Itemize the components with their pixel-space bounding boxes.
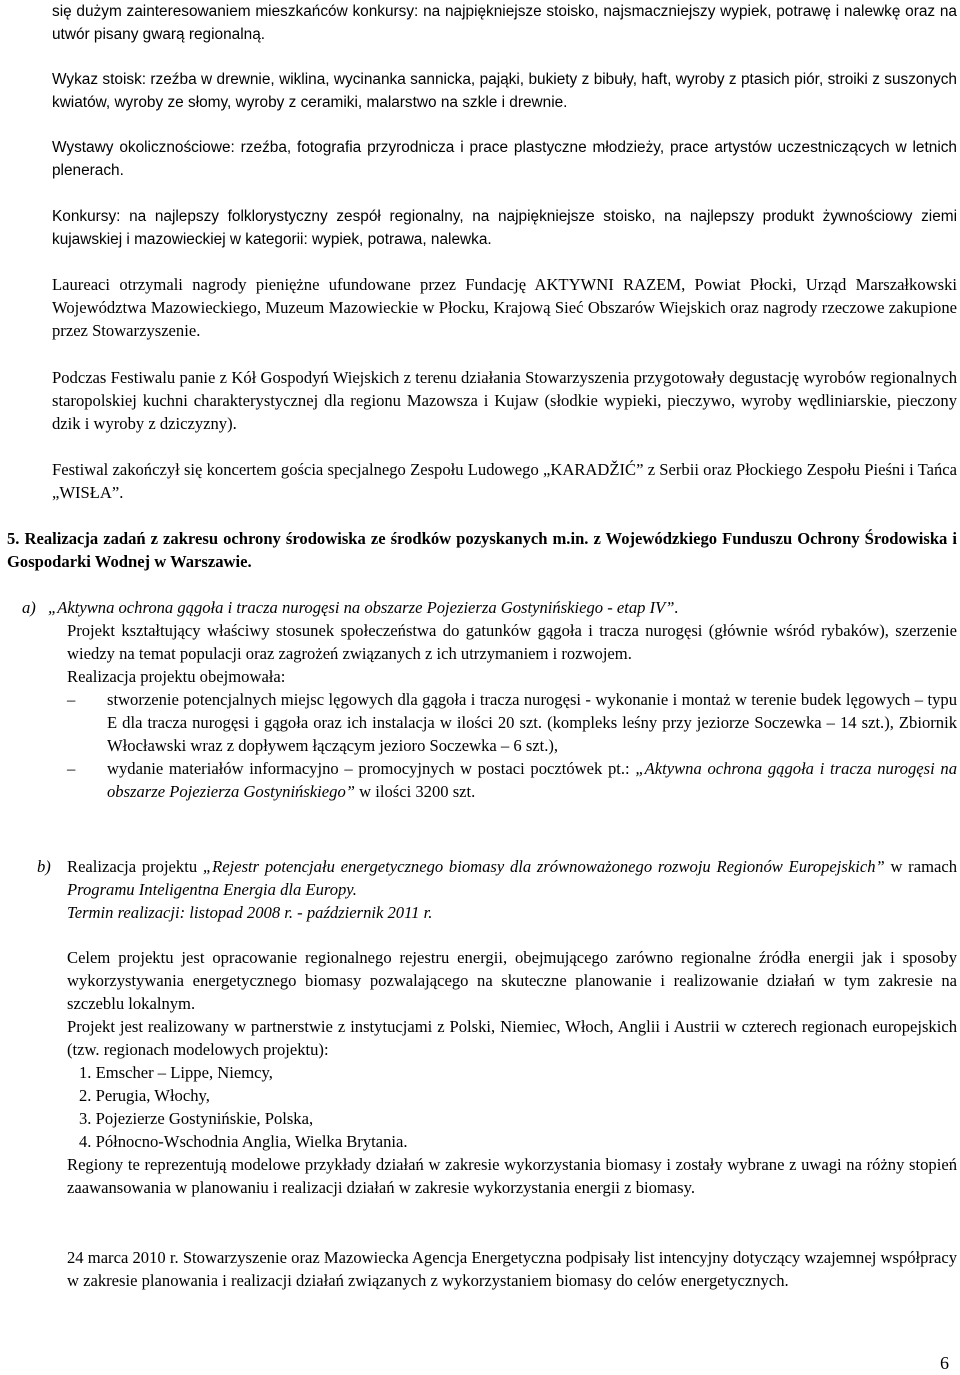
item-b-letter-of-intent: 24 marca 2010 r. Stowarzyszenie oraz Mazowiecka Agencja Energetyczna podpisały list intencyjny dotyczący wzajemnej współpracy w zakresie planowania i realizacji działań związanych z wykorzystaniem biomasy do celów energetycznych. [67,1248,957,1290]
item-b-goal: Celem projektu jest opracowanie regionalnego rejestru energii, obejmującego zarówno regionalne źródła energii jak i sposoby wykorzystywania energetycznego biomasy pozwalającego na skuteczne planowanie i realizowanie działań w tym zakresie na szczeblu lokalnym. [67,948,957,1013]
paragraph-competitions-intro: się dużym zainteresowaniem mieszkańców konkursy: na najpiękniejsze stoisko, najsmaczniejszy wypiek, potrawę i nalewkę oraz na utwór pisany gwarą regionalną. [52,3,957,43]
item-a-description: Projekt kształtujący właściwy stosunek społeczeństwa do gatunków gągoła i tracza nurogęsi (głównie wśród rybaków), szerzenie wiedzy na temat populacji oraz zagrożeń związanych z ich utrzymaniem i rozwojem. [67,621,957,663]
item-b-label: b) [37,857,51,876]
section-5-heading: 5. Realizacja zadań z zakresu ochrony środowiska ze środków pozyskanych m.in. z Wojewódzkiego Funduszu Ochrony Środowiska i Gospodarki Wodnej w Warszawie. [7,529,957,571]
list-item-text: w ilości 3200 szt. [354,782,476,801]
item-b-deadline: Termin realizacji: listopad 2008 r. - październik 2011 r. [67,903,433,922]
item-b-regions-note: Regiony te reprezentują modelowe przykłady działań w zakresie wykorzystania biomasy i zostały wybrane z uwagi na różny stopień zaawansowania w planowaniu i realizacji działań w zakresie wykorzystania energii z biomasy. [67,1155,957,1197]
paragraph-stands-list: Wykaz stoisk: rzeźba w drewnie, wiklina, wycinanka sannicka, pająki, bukiety z bibuły, haft, wyroby z ptasich piór, stroiki z suszonych kwiatów, wyroby ze słomy, wyroby z ceramiki, malarstwo na szkle i drewnie. [52,71,957,111]
postcard-title: „Aktywna ochrona gągoła i tracza nurogęsi na obszarze Pojezierza Gostynińskiego” [107,759,957,801]
project-name: „Rejestr potencjału energetycznego biomasy dla zrównoważonego rozwoju Regionów Europejskich” [202,857,885,876]
regions-list [67,1061,957,1153]
list-item: 4. Północno-Wschodnia Anglia, Wielka Brytania. [79,1132,408,1151]
paragraph-contests: Konkursy: na najlepszy folklorystyczny zespół regionalny, na najpiękniejsze stoisko, na najlepszy produkt żywnościowy ziemi kujawskiej i mazowieckiej w kategorii: wypiek, potrawa, nalewka. [52,208,957,248]
list-item: – stworzenie potencjalnych miejsc lęgowych dla gągoła i tracza nurogęsi - wykonanie i montaż w terenie budek lęgowych – typu E dla tracza nurogęsi i gągoła oraz ich instalacja w ilości 20 szt. (kompleks leśny przy jeziorze Soczewka – 14 szt.), Zbiornik Włocławski wraz z dopływem łączącym jezioro Soczewka – 6 szt.), [67,688,957,757]
list-item: 3. Pojezierze Gostynińskie, Polska, [79,1109,314,1128]
item-b-title [67,855,957,901]
paragraph-exhibitions: Wystawy okolicznościowe: rzeźba, fotografia przyrodnicza i prace plastyczne młodzieży, prace artystów uczestniczących w letnich plenerach. [52,139,957,179]
page-number: 6 [940,1353,949,1373]
paragraph-laureates: Laureaci otrzymali nagrody pieniężne ufundowane przez Fundację AKTYWNI RAZEM, Powiat Płocki, Urząd Marszałkowski Województwa Mazowieckiego, Muzeum Mazowieckie w Płocku, Krajową Sieć Obszarów Wiejskich oraz nagrody rzeczowe zakupione przez Stowarzyszenie. [52,275,957,340]
item-b-text: Realizacja projektu [67,857,203,876]
program-name: Programu Inteligentna Energia dla Europy. [67,880,357,899]
paragraph-concert: Festiwal zakończył się koncertem gościa specjalnego Zespołu Ludowego „KARADŽIĆ” z Serbii oraz Płockiego Zespołu Pieśni i Tańca „WISŁA”. [52,460,957,502]
item-a-scope-label: Realizacja projektu obejmowała: [67,667,286,686]
item-b-text: w ramach [884,857,958,876]
list-item [67,757,957,803]
paragraph-tasting: Podczas Festiwalu panie z Kół Gospodyń Wiejskich z terenu działania Stowarzyszenia przygotowały degustację wyrobów regionalnych staropolskiej kuchni charakterystycznej dla regionu Mazowsza i Kujaw (słodkie wypieki, pieczywo, wyroby wędliniarskie, pieczony dzik i wyroby z dziczyzny). [52,368,957,433]
list-item-text: wydanie materiałów informacyjno – promocyjnych w postaci pocztówek pt.: [107,759,636,778]
item-a-label: a) [22,598,36,617]
item-a-title: „Aktywna ochrona gągoła i tracza nurogęsi na obszarze Pojezierza Gostynińskiego - etap IV”. [48,598,679,617]
item-b-partnership: Projekt jest realizowany w partnerstwie z instytucjami z Polski, Niemiec, Włoch, Anglii i Austrii w czterech regionach europejskich (tzw. regionach modelowych projektu): [67,1017,957,1059]
list-item: 2. Perugia, Włochy, [79,1086,210,1105]
item-a-activities-list [67,688,957,803]
list-item: 1. Emscher – Lippe, Niemcy, [79,1063,273,1082]
